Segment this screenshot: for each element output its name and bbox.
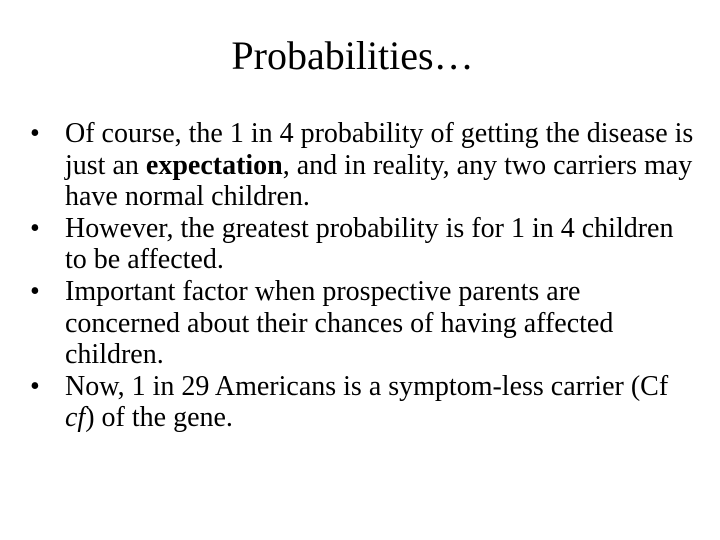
bullet-item bbox=[30, 371, 702, 434]
bullet-text: However, the greatest probability is for 1 in 4 children to be affected. bbox=[65, 212, 674, 276]
bullet-emphasis: expectation bbox=[145, 149, 283, 181]
bullet-text: Now, 1 in 29 Americans is a symptom-less carrier (Cf bbox=[65, 370, 669, 402]
bullet-text: Important factor when prospective parents are concerned about their chances of having affected children. bbox=[65, 275, 614, 371]
slide-title: Probabilities… bbox=[231, 33, 474, 78]
bullet-item bbox=[30, 118, 702, 213]
bullet-text: Of course, the 1 in 4 probability of getting the disease is just an bbox=[65, 118, 694, 181]
bullet-mark: • bbox=[30, 370, 40, 402]
bullet-text: ) of the gene. bbox=[85, 402, 233, 434]
bullet-mark: • bbox=[30, 212, 40, 244]
bullet-item bbox=[30, 276, 702, 371]
bullet-list bbox=[30, 118, 702, 434]
bullet-text: , and in reality, any two carriers may have normal children. bbox=[65, 149, 693, 213]
bullet-mark: • bbox=[30, 118, 40, 149]
bullet-italic: cf bbox=[65, 402, 86, 434]
bullet-item bbox=[30, 213, 702, 276]
bullet-mark: • bbox=[30, 275, 40, 307]
